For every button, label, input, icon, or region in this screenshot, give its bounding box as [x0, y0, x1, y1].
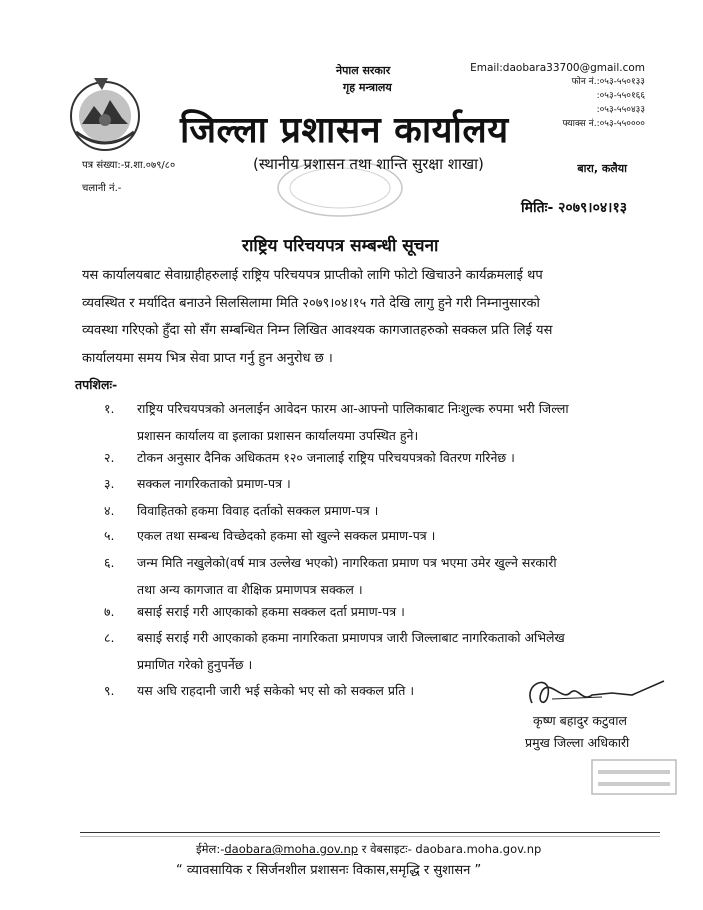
intro-line: व्यवस्थित र मर्यादित बनाउने सिलसिलामा मिति २०७९।०४।१५ गते देखि लागु हुने गरी निम्नानुसारको — [82, 295, 540, 311]
item-text: जन्म मिति नखुलेको(वर्ष मात्र उल्लेख भएको) नागरिकता प्रमाण पत्र भएमा उमेर खुल्ने सरकारी — [137, 555, 557, 570]
item-text: एकल तथा सम्बन्ध विच्छेदको हकमा सो खुल्ने सक्कल प्रमाण-पत्र । — [137, 528, 436, 543]
office-title: जिल्ला प्रशासन कार्यालय — [180, 110, 509, 151]
contact-fax: फ्याक्स नं.:०५३-५५०००० — [562, 119, 645, 129]
item-number: ९. — [104, 683, 115, 698]
item-number: ८. — [104, 630, 115, 645]
item-text: राष्ट्रिय परिचयपत्रको अनलाईन आवेदन फारम आ-आफ्नो पालिकाबाट निःशुल्क रुपमा भरी जिल्ला — [137, 401, 569, 416]
item-number: ६. — [104, 555, 115, 570]
intro-line: व्यवस्था गरिएको हुँदा सो सँग सम्बन्धित निम्न लिखित आवश्यक कागजातहरुको सक्कल प्रति लिई यस — [82, 323, 553, 338]
item-text: बसाई सराई गरी आएकाको हकमा नागरिकता प्रमाणपत्र जारी जिल्लाबाट नागरिकताको अभिलेख — [137, 630, 565, 645]
contact-phone-2: :०५३-५५०१६६ — [596, 91, 645, 101]
item-number: ४. — [104, 503, 115, 518]
contact-email: Email:daobara33700@gmail.com — [470, 62, 645, 74]
contact-phone-3: :०५३-५५०४३३ — [596, 105, 645, 115]
item-text: विवाहितको हकमा विवाह दर्ताको सक्कल प्रमाण-पत्र । — [137, 503, 379, 518]
item-number: ५. — [104, 528, 115, 543]
details-label: तपशिलः- — [75, 377, 118, 392]
item-number: ७. — [104, 604, 115, 619]
signature-stamp-icon — [590, 758, 678, 796]
intro-line: कार्यालयमा समय भित्र सेवा प्राप्त गर्नु हुन अनुरोध छ । — [82, 350, 333, 366]
reference-number: पत्र संख्या:-प्र.शा.०७९/८० — [82, 160, 176, 171]
intro-paragraph — [82, 262, 654, 372]
notice-date: मितिः- २०७९।०४।१३ — [521, 200, 627, 216]
dispatch-number: चलानी नं.- — [82, 183, 122, 194]
item-text: सक्कल नागरिकताको प्रमाण-पत्र । — [137, 476, 291, 491]
footer-email-label: ईमेल:- — [196, 842, 225, 856]
footer-website-link[interactable]: daobara.moha.gov.np — [415, 842, 542, 856]
contact-phone-1: फोन नं.:०५३-५५०१३३ — [571, 77, 645, 87]
notice-title: राष्ट्रिय परिचयपत्र सम्बन्धी सूचना — [242, 236, 439, 256]
footer-divider — [80, 832, 660, 833]
item-text: प्रशासन कार्यालय वा इलाका प्रशासन कार्यालयमा उपस्थित हुने। — [137, 428, 419, 443]
signature-icon — [512, 673, 672, 713]
signatory-name: कृष्ण बहादुर कटुवाल — [533, 713, 627, 728]
government-label: नेपाल सरकार — [336, 64, 391, 77]
item-number: १. — [104, 401, 115, 416]
item-text: टोकन अनुसार दैनिक अधिकतम १२० जनालाई राष्ट्रिय परिचयपत्रको वितरण गरिनेछ । — [137, 450, 515, 465]
item-text: बसाई सराई गरी आएकाको हकमा सक्कल दर्ता प्रमाण-पत्र । — [137, 604, 405, 619]
item-number: २. — [104, 450, 115, 465]
footer-divider — [80, 836, 660, 837]
section-label: (स्थानीय प्रशासन तथा शान्ति सुरक्षा शाखा) — [253, 155, 484, 173]
footer-contact — [196, 842, 541, 857]
nepal-emblem-icon — [64, 72, 146, 154]
office-place: बारा, कलैया — [577, 162, 627, 175]
signatory-title: प्रमुख जिल्ला अधिकारी — [525, 735, 630, 750]
footer-website-label: र वेबसाइटः- — [358, 842, 416, 856]
item-text: प्रमाणित गरेको हुनुपर्नेछ । — [137, 657, 253, 672]
intro-line: यस कार्यालयबाट सेवाग्राहीहरुलाई राष्ट्रिय परिचयपत्र प्राप्तीको लागि फोटो खिचाउने कार्यक्रमलाई थप — [82, 268, 543, 283]
footer-email-link[interactable]: daobara@moha.gov.np — [224, 842, 359, 856]
ministry-label: गृह मन्त्रालय — [343, 81, 392, 94]
item-text: तथा अन्य कागजात वा शैक्षिक प्रमाणपत्र सक्कल । — [137, 582, 363, 597]
contact-block — [470, 61, 645, 131]
item-number: ३. — [104, 476, 115, 491]
item-text: यस अघि राहदानी जारी भई सकेको भए सो को सक्कल प्रति । — [137, 683, 415, 698]
office-motto: “ व्यावसायिक र सिर्जनशील प्रशासनः विकास,समृद्धि र सुशासन ” — [176, 863, 482, 878]
